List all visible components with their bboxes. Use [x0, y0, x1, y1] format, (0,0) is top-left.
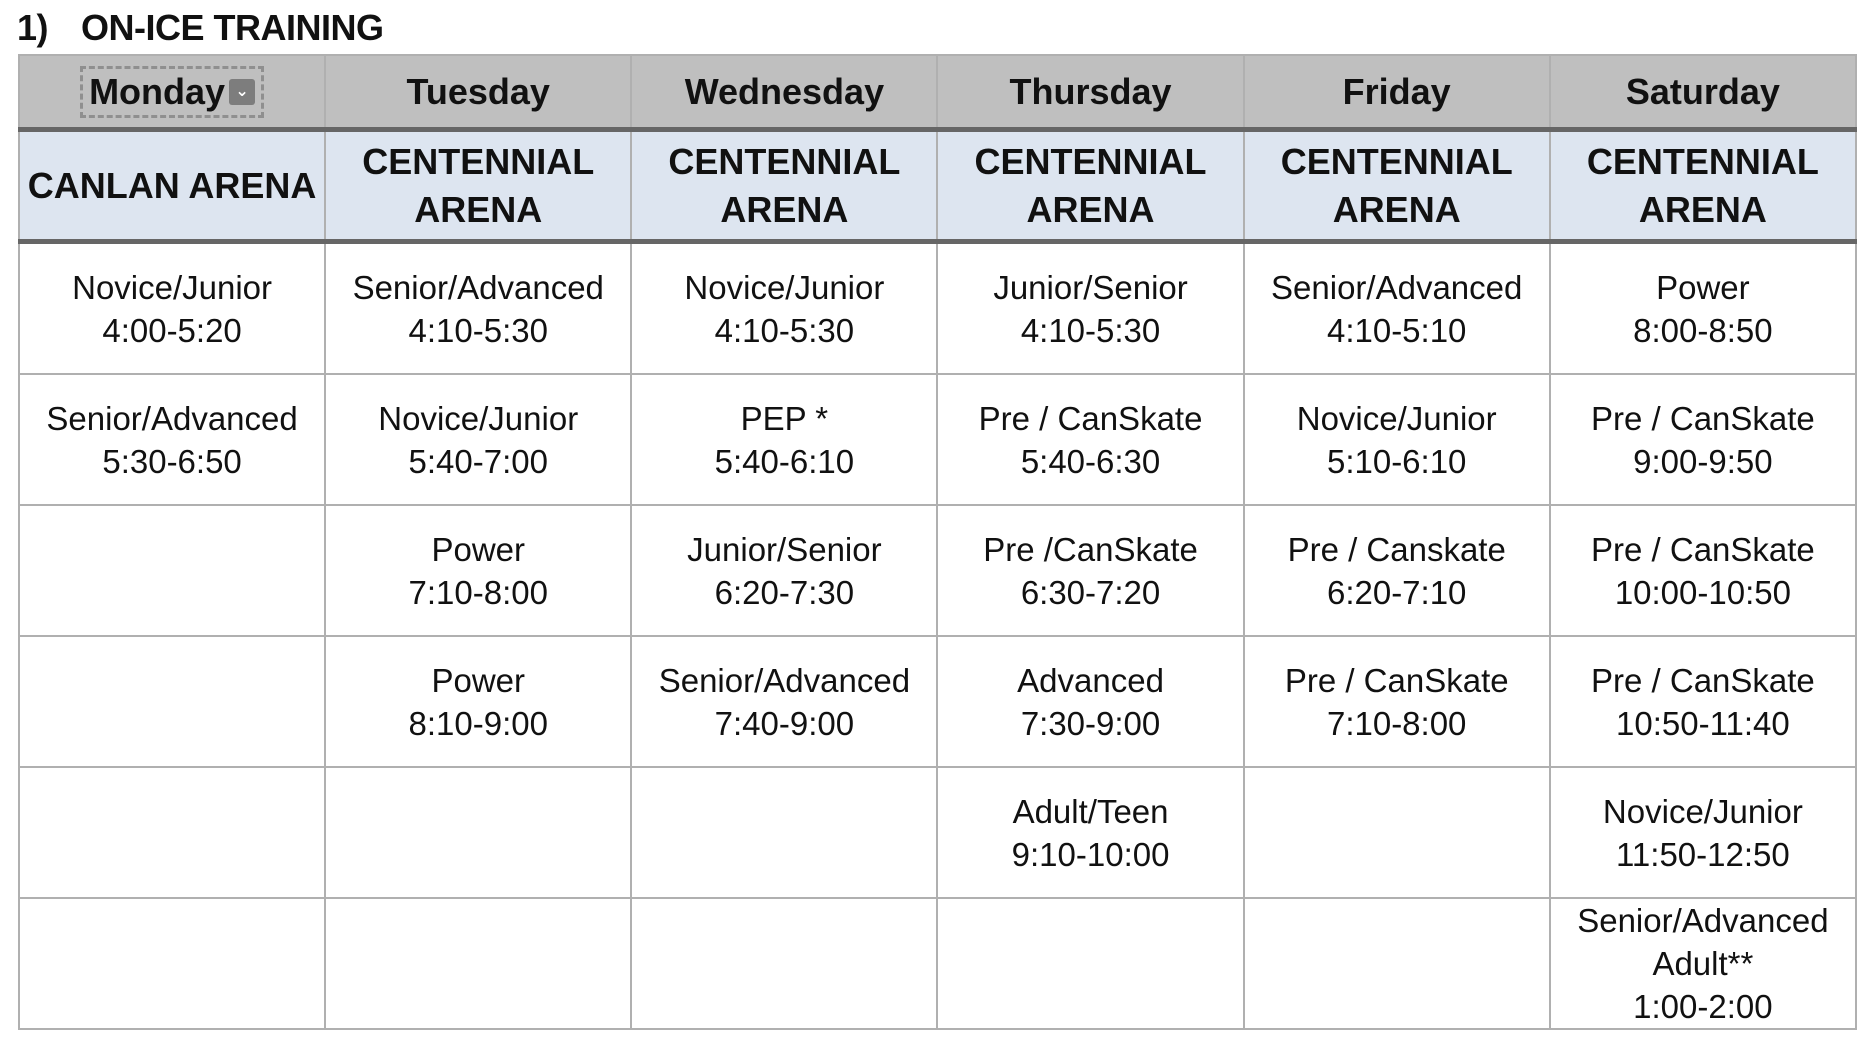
session-level: Pre / CanSkate — [1284, 661, 1509, 699]
session-time: 4:10-5:10 — [1326, 311, 1467, 349]
session-time: 1:00-2:00 — [1633, 988, 1773, 1025]
arena-cell — [19, 130, 325, 242]
day-header-saturday: Saturday — [1550, 55, 1856, 130]
schedule-cell — [631, 505, 937, 636]
session-time: 9:10-10:00 — [1011, 835, 1170, 873]
table-row — [19, 374, 1856, 505]
schedule-cell — [325, 898, 631, 1029]
arena-header-row — [19, 130, 1856, 242]
schedule-cell — [19, 374, 325, 505]
schedule-cell — [937, 898, 1243, 1029]
schedule-cell — [937, 767, 1243, 898]
session-time: 11:50-12:50 — [1616, 835, 1790, 873]
schedule-cell — [19, 505, 325, 636]
session-level: Power — [431, 530, 525, 568]
schedule-cell — [631, 374, 937, 505]
session-level: Pre / CanSkate — [1591, 661, 1815, 699]
arena-name: CENTENNIAL — [362, 140, 595, 182]
schedule-cell — [1550, 898, 1856, 1029]
session-level: Pre /CanSkate — [983, 530, 1198, 568]
session-time: 6:30-7:20 — [1020, 573, 1161, 611]
arena-name: CENTENNIAL — [1280, 140, 1513, 182]
schedule-cell — [1244, 636, 1550, 767]
session-level: Senior/Advanced — [352, 268, 604, 306]
table-row — [19, 242, 1856, 375]
arena-name: ARENA — [1026, 188, 1155, 230]
session-time: 9:00-9:50 — [1633, 442, 1773, 480]
schedule-cell — [937, 242, 1243, 375]
schedule-cell — [1550, 374, 1856, 505]
session-time: 5:30-6:50 — [102, 442, 242, 480]
session-time: 5:40-6:30 — [1020, 442, 1161, 480]
schedule-cell — [937, 505, 1243, 636]
arena-name: CENTENNIAL — [1586, 140, 1819, 182]
schedule-cell — [1244, 374, 1550, 505]
schedule-cell — [325, 767, 631, 898]
session-level: Junior/Senior — [687, 530, 882, 568]
schedule-cell — [19, 636, 325, 767]
day-header-tuesday: Tuesday — [325, 55, 631, 130]
table-row — [19, 898, 1856, 1029]
schedule-cell — [325, 636, 631, 767]
schedule-cell — [1244, 767, 1550, 898]
session-level: Novice/Junior — [684, 268, 885, 306]
session-time: 7:30-9:00 — [1020, 704, 1161, 742]
session-time: 7:10-8:00 — [408, 573, 548, 611]
table-row — [19, 636, 1856, 767]
schedule-cell — [19, 767, 325, 898]
schedule-cell — [1550, 505, 1856, 636]
session-level: Pre / CanSkate — [1591, 399, 1815, 437]
schedule-cell — [325, 242, 631, 375]
session-time: 6:20-7:10 — [1326, 573, 1467, 611]
schedule-cell — [631, 898, 937, 1029]
monday-dropdown[interactable] — [80, 66, 264, 118]
session-level: Senior/Advanced — [1577, 902, 1829, 939]
session-level: Novice/Junior — [1602, 792, 1803, 830]
arena-name: CANLAN ARENA — [27, 164, 317, 206]
session-level: Pre / Canskate — [1287, 530, 1506, 568]
schedule-cell — [1550, 767, 1856, 898]
session-level: Senior/Advanced — [658, 661, 911, 699]
day-header-monday[interactable] — [19, 55, 325, 130]
chevron-down-icon[interactable]: ⌄ — [229, 79, 255, 105]
session-time: 5:40-6:10 — [714, 442, 855, 480]
session-time: 8:00-8:50 — [1633, 311, 1773, 349]
schedule-cell — [19, 898, 325, 1029]
session-level: Senior/Advanced — [1271, 268, 1523, 306]
session-time: 4:00-5:20 — [102, 311, 242, 349]
arena-cell — [1244, 130, 1550, 242]
schedule-cell — [631, 636, 937, 767]
arena-cell — [325, 130, 631, 242]
session-time: 7:40-9:00 — [714, 704, 855, 742]
session-level: Novice/Junior — [1296, 399, 1497, 437]
arena-name: ARENA — [1332, 188, 1461, 230]
schedule-cell — [937, 374, 1243, 505]
schedule-cell — [1244, 505, 1550, 636]
session-time: 10:00-10:50 — [1614, 573, 1791, 611]
session-level: Pre / CanSkate — [1591, 530, 1815, 568]
schedule-cell — [631, 242, 937, 375]
session-level: Pre / CanSkate — [978, 399, 1203, 437]
training-schedule-table — [18, 54, 1857, 1030]
arena-cell — [1550, 130, 1856, 242]
day-header-wednesday: Wednesday — [631, 55, 937, 130]
session-level: Adult** — [1652, 945, 1754, 982]
schedule-cell — [1244, 242, 1550, 375]
session-level: PEP * — [740, 399, 829, 437]
schedule-cell — [325, 505, 631, 636]
session-time: 4:10-5:30 — [408, 311, 548, 349]
arena-cell — [937, 130, 1243, 242]
schedule-cell — [1550, 242, 1856, 375]
arena-name: ARENA — [720, 188, 849, 230]
session-level: Power — [1656, 268, 1750, 306]
schedule-cell — [19, 242, 325, 375]
session-level: Power — [431, 661, 525, 699]
arena-name: CENTENNIAL — [668, 140, 901, 182]
arena-name: ARENA — [1638, 188, 1767, 230]
session-level: Novice/Junior — [72, 268, 273, 306]
session-level: Senior/Advanced — [46, 399, 298, 437]
session-time: 7:10-8:00 — [1326, 704, 1467, 742]
session-level: Adult/Teen — [1012, 792, 1169, 830]
schedule-cell — [1550, 636, 1856, 767]
schedule-cell — [1244, 898, 1550, 1029]
session-time: 5:40-7:00 — [408, 442, 548, 480]
section-title: ON-ICE TRAINING — [81, 7, 384, 48]
session-time: 6:20-7:30 — [714, 573, 855, 611]
day-label: Monday — [89, 70, 226, 112]
session-level: Novice/Junior — [378, 399, 579, 437]
session-time: 10:50-11:40 — [1616, 704, 1790, 742]
arena-name: CENTENNIAL — [974, 140, 1207, 182]
day-header-row — [19, 55, 1856, 130]
section-number: 1) — [17, 7, 49, 48]
day-header-friday: Friday — [1244, 55, 1550, 130]
schedule-cell — [937, 636, 1243, 767]
schedule-cell — [325, 374, 631, 505]
table-row — [19, 505, 1856, 636]
schedule-cell — [631, 767, 937, 898]
section-heading — [17, 8, 384, 48]
session-time: 4:10-5:30 — [1020, 311, 1161, 349]
arena-name: ARENA — [414, 188, 543, 230]
arena-cell — [631, 130, 937, 242]
session-time: 8:10-9:00 — [408, 704, 548, 742]
session-level: Junior/Senior — [993, 268, 1188, 306]
day-header-thursday: Thursday — [937, 55, 1243, 130]
session-time: 4:10-5:30 — [714, 311, 855, 349]
session-time: 5:10-6:10 — [1326, 442, 1467, 480]
session-level: Advanced — [1017, 661, 1164, 699]
table-row — [19, 767, 1856, 898]
